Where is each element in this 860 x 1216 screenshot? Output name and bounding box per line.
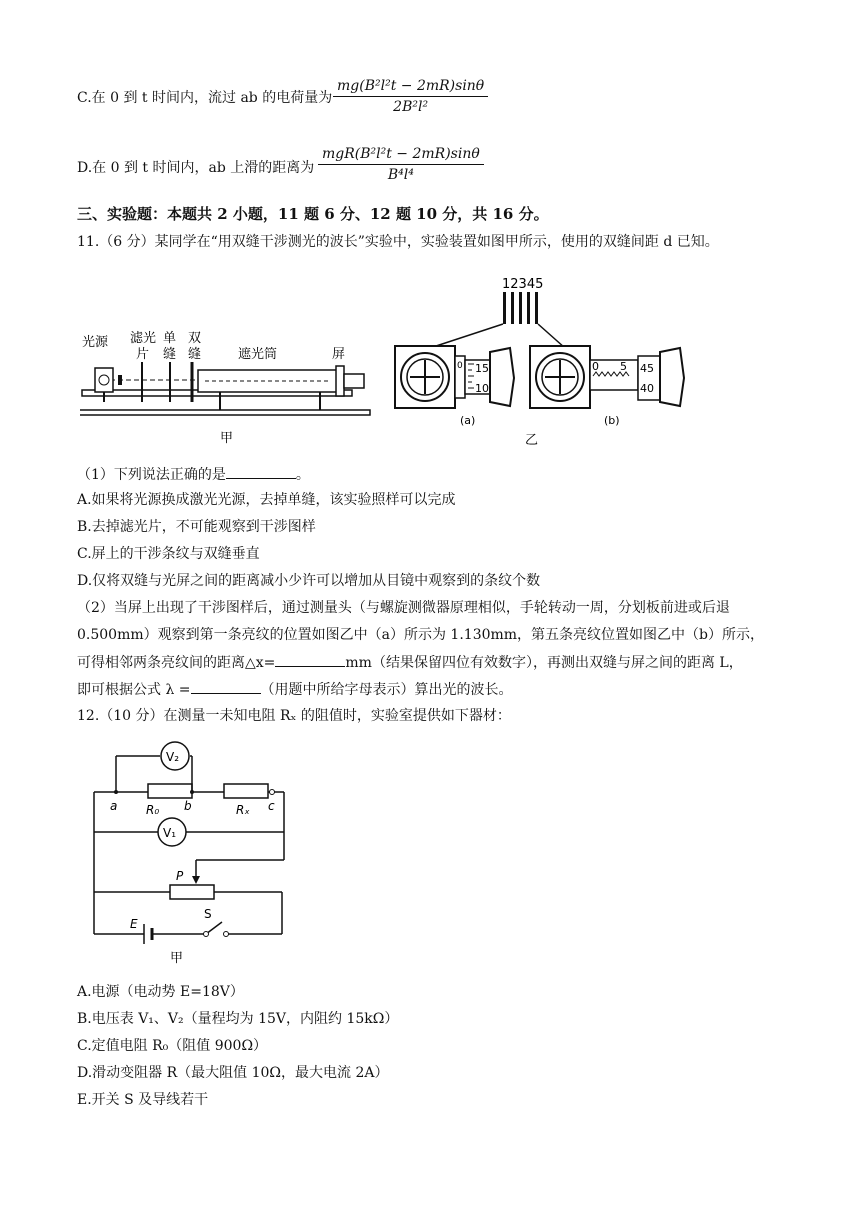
head-b-main-5: 5: [620, 360, 627, 373]
rheostat-r: [170, 885, 214, 899]
q11-part2-line4a: 即可根据公式 λ =: [77, 682, 191, 698]
answer-blank-1[interactable]: [226, 464, 296, 479]
apparatus-figure-jia: [80, 262, 380, 452]
caption-circuit-jia: 甲: [170, 951, 184, 966]
q12-item-d: D.滑动变阻器 R（最大阻值 10Ω，最大电流 2A）: [77, 1065, 389, 1081]
label-double-2: 缝: [188, 347, 202, 362]
label-tube: 遮光筒: [238, 347, 278, 362]
label-filter-1: 滤光: [130, 331, 157, 346]
resistor-rx: [224, 784, 268, 798]
q12-item-b: B.电压表 V₁、V₂（量程均为 15V，内阻约 15kΩ）: [77, 1011, 399, 1027]
resistor-r0: [148, 784, 192, 798]
label-p: P: [176, 869, 184, 883]
answer-blank-3[interactable]: [191, 679, 261, 694]
option-c-text: C.在 0 到 t 时间内，流过 ab 的电荷量为: [77, 90, 333, 106]
option-c-denominator: 2B²l²: [393, 99, 429, 115]
label-double-1: 双: [188, 331, 202, 346]
label-light-source: 光源: [82, 335, 109, 350]
head-a-zero: 0: [457, 361, 463, 371]
label-screen: 屏: [332, 347, 346, 362]
option-d-numerator: mgR(B²l²t − 2mR)sinθ: [318, 146, 484, 165]
q11-part1: [77, 464, 310, 485]
answer-blank-2[interactable]: [275, 652, 345, 667]
head-a-scale-15: 15: [475, 362, 489, 375]
q11-part2-line3: [77, 652, 743, 673]
q11-option-a: A.如果将光源换成激光光源，去掉单缝，该实验照样可以完成: [77, 492, 456, 508]
q11-part1-end: 。: [295, 467, 310, 483]
label-node-a: a: [110, 799, 118, 813]
q12-stem: 12.（10 分）在测量一未知电阻 Rₓ 的阻值时，实验室提供如下器材：: [77, 708, 511, 724]
q12-item-c: C.定值电阻 R₀（阻值 900Ω）: [77, 1038, 268, 1054]
q12-item-a: A.电源（电动势 E=18V）: [77, 984, 244, 1000]
label-rx: Rₓ: [236, 803, 250, 817]
head-b-main-0: 0: [592, 360, 599, 373]
q12-item-e: E.开关 S 及导线若干: [77, 1092, 209, 1108]
measuring-head-a: [395, 346, 514, 408]
head-b-scale-40: 40: [640, 382, 654, 395]
option-d-denominator: B⁴l⁴: [387, 167, 414, 183]
q11-part2-line2: 0.500mm）观察到第一条亮纹的位置如图乙中（a）所示为 1.130mm，第五条亮纹位置如图乙中（b）所示，: [77, 627, 765, 643]
label-b: (b): [604, 414, 620, 427]
q11-option-d: D.仅将双缝与光屏之间的距离减小少许可以增加从目镜中观察到的条纹个数: [77, 573, 541, 589]
label-r0: R₀: [146, 803, 160, 817]
label-node-c: c: [268, 799, 275, 813]
section-heading: 三、实验题：本题共 2 小题，11 题 6 分、12 题 10 分，共 16 分。: [77, 205, 549, 223]
q11-part2-line1: （2）当屏上出现了干涉图样后，通过测量头（与螺旋测微器原理相似，手轮转动一周，分划板前进或后退: [77, 600, 730, 616]
caption-yi: 乙: [525, 433, 539, 448]
q11-part2-line3b: mm（结果保留四位有效数字），再测出双缝与屏之间的距离 L，: [345, 655, 743, 671]
caption-jia: 甲: [220, 431, 234, 446]
q11-part2-line3a: 可得相邻两条亮纹间的距离△x=: [77, 655, 276, 671]
head-a-scale-10: 10: [475, 382, 489, 395]
q11-option-b: B.去掉滤光片，不可能观察到干涉图样: [77, 519, 316, 535]
option-d-fraction: [318, 146, 484, 183]
label-s: S: [204, 907, 212, 921]
label-node-b: b: [184, 799, 192, 813]
circuit-diagram: [86, 734, 306, 966]
q11-stem: 11.（6 分）某同学在“用双缝干涉测光的波长”实验中，实验装置如图甲所示，使用的双缝间距 d 已知。: [77, 234, 719, 250]
light-source-icon: [95, 368, 113, 392]
option-c-fraction: [333, 78, 488, 115]
label-single-1: 单: [163, 331, 177, 346]
fringe-pattern-icon: [503, 292, 538, 324]
q11-part2-line4b: （用题中所给字母表示）算出光的波长。: [260, 682, 513, 698]
measuring-head-figure-yi: [390, 268, 690, 448]
label-filter-2: 片: [136, 347, 150, 362]
label-single-2: 缝: [163, 347, 177, 362]
option-c-numerator: mg(B²l²t − 2mR)sinθ: [333, 78, 488, 97]
label-v1: V₁: [163, 826, 177, 840]
q11-option-c: C.屏上的干涉条纹与双缝垂直: [77, 546, 260, 562]
switch-icon: [224, 932, 229, 937]
measuring-head-b: [530, 346, 684, 408]
q11-part2-line4: [77, 679, 513, 700]
fringe-numbers: 12345: [502, 277, 544, 292]
label-e: E: [130, 917, 138, 931]
label-v2: V₂: [166, 750, 180, 764]
q11-part1-text: （1）下列说法正确的是: [77, 467, 226, 483]
label-a: (a): [460, 414, 476, 427]
option-d-text: D.在 0 到 t 时间内，ab 上滑的距离为: [77, 160, 315, 176]
head-b-scale-45: 45: [640, 362, 654, 375]
